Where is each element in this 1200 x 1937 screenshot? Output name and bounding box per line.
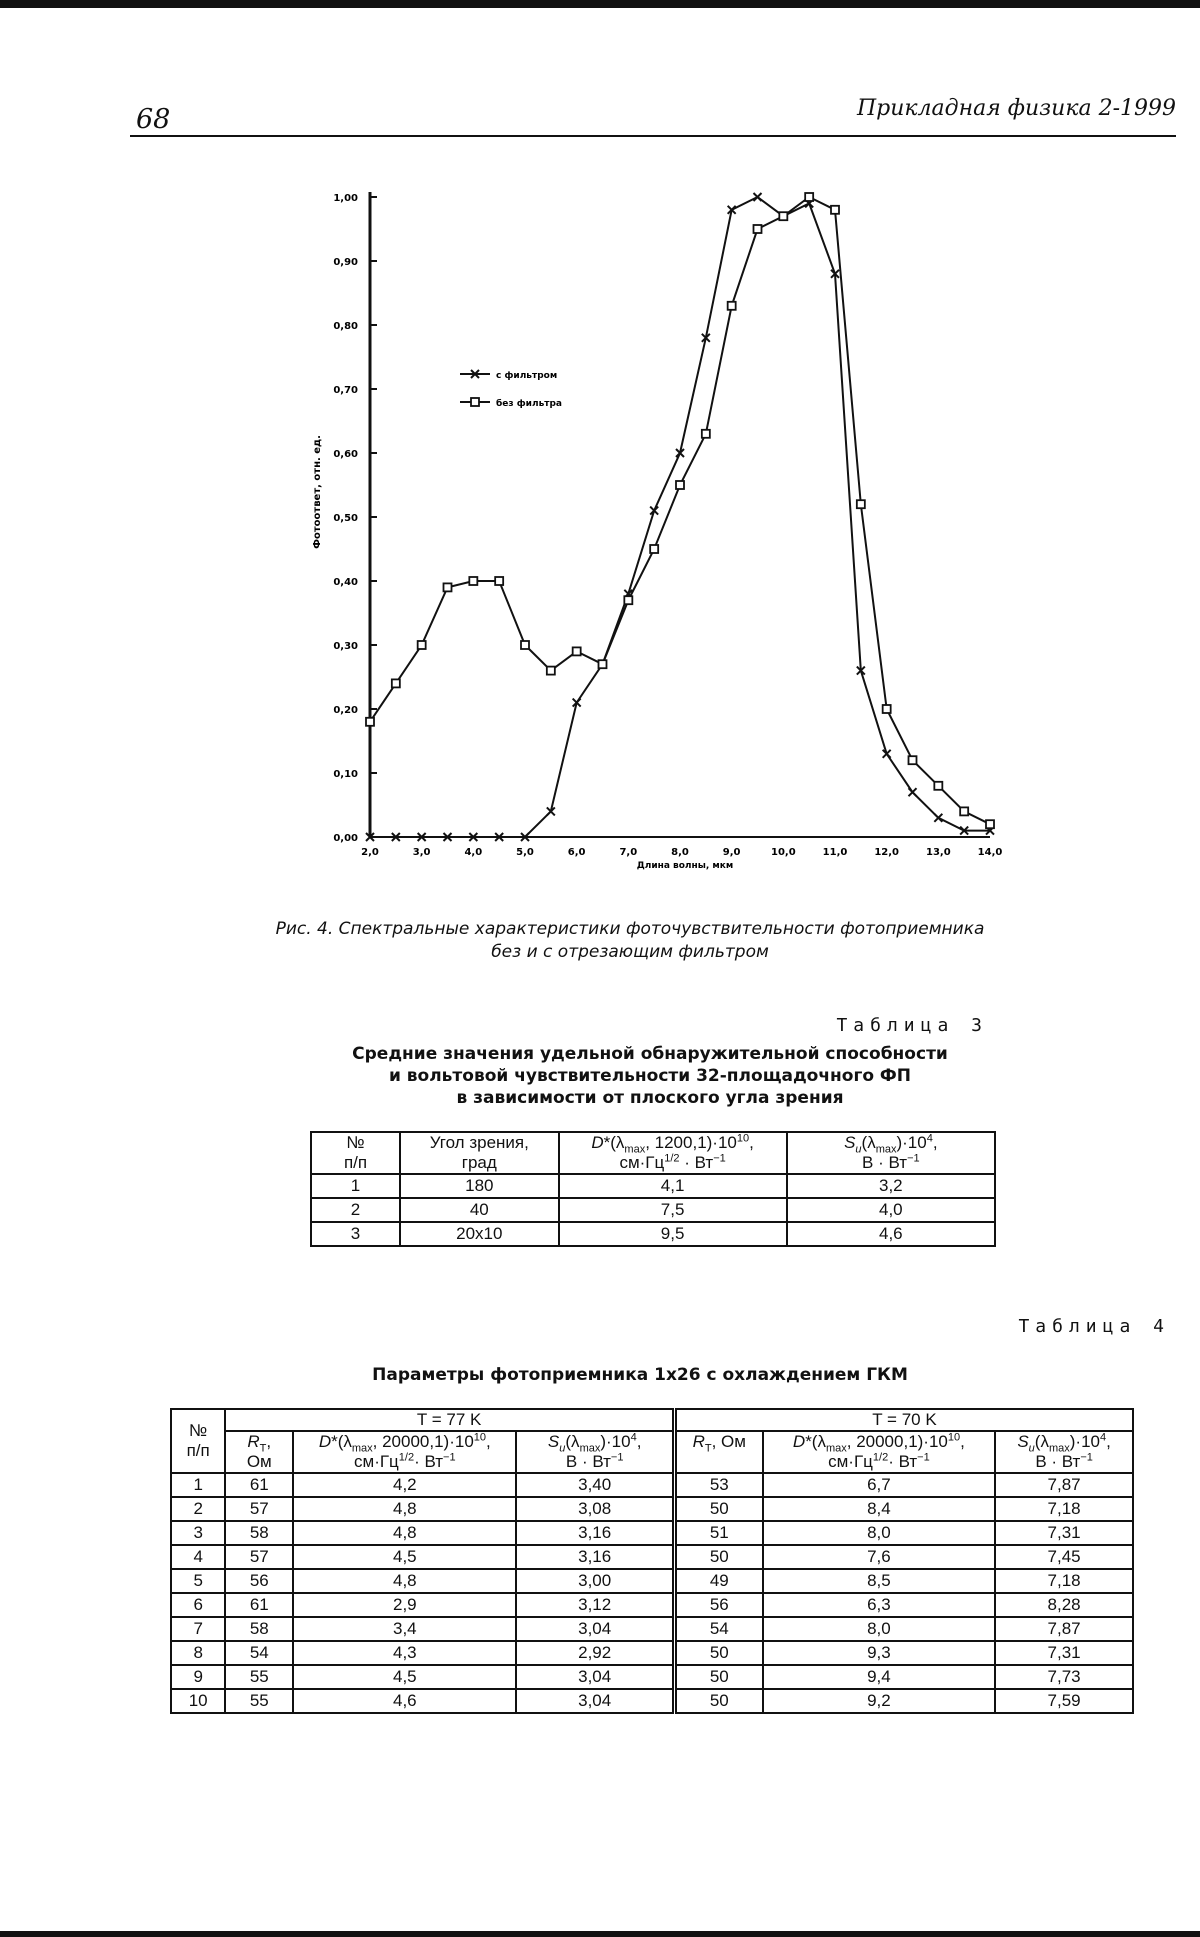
table4-header-row [171, 1431, 1133, 1473]
table3-title-line3: в зависимости от плоского угла зрения [456, 1088, 844, 1108]
y-tick-label: 0,20 [333, 705, 358, 716]
t3-row [311, 1222, 995, 1246]
t3-col-dstar: $D*(\lambda_{max}$, $1200,1)\cdot 10^{10}$, $см\cdot Гц^{1/2} \cdot Вт^{-1}$ [559, 1132, 787, 1174]
t4-cell: 3,16 [516, 1545, 674, 1569]
t3-cell: 4,1 [559, 1174, 787, 1198]
series-line-without-filter [370, 197, 990, 824]
t4-cell: 7,18 [995, 1497, 1133, 1521]
data-point-square-marker [573, 647, 581, 655]
t4-cell: 3,04 [516, 1665, 674, 1689]
t4-cell: 3,04 [516, 1617, 674, 1641]
t4-row [171, 1593, 1133, 1617]
t3-cell: 20x10 [400, 1222, 559, 1246]
t4-row [171, 1569, 1133, 1593]
y-tick-label: 0,70 [333, 385, 358, 396]
t4-cell: 6,7 [763, 1473, 996, 1497]
data-point-square-marker [599, 660, 607, 668]
t4-col-dstar2: $D*(\lambda_{max}$, $20000,1)\cdot 10^{10}$, $см\cdot Гц^{1/2}\cdot Вт^{-1}$ [763, 1431, 996, 1473]
data-point-square-marker [883, 705, 891, 713]
t3-cell: 2 [311, 1198, 400, 1222]
data-point-x-marker [909, 788, 917, 796]
t4-cell: 8,0 [763, 1617, 996, 1641]
data-point-square-marker [495, 577, 503, 585]
data-point-square-marker [418, 641, 426, 649]
data-point-square-marker [857, 500, 865, 508]
t3-cell: 180 [400, 1174, 559, 1198]
t4-cell: 53 [674, 1473, 762, 1497]
t4-row [171, 1641, 1133, 1665]
y-tick-label: 0,10 [333, 769, 358, 780]
y-tick-label: 0,40 [333, 577, 358, 588]
table3-title-line2: и вольтовой чувствительности 32-площадочного ФП [388, 1066, 912, 1086]
t4-cell: 7,59 [995, 1689, 1133, 1713]
t4-cell: 7,6 [763, 1545, 996, 1569]
table4-title: Параметры фотоприемника 1x26 с охлаждением ГКМ [372, 1365, 908, 1385]
t4-cell: 3,4 [293, 1617, 516, 1641]
t4-cell: 54 [674, 1617, 762, 1641]
t4-cell: 7,87 [995, 1617, 1133, 1641]
t4-cell: 2,9 [293, 1593, 516, 1617]
t3-cell: 3 [311, 1222, 400, 1246]
t4-col-rt1: $R_T$, Ом [225, 1431, 293, 1473]
data-point-square-marker [676, 481, 684, 489]
spectral-chart [300, 182, 1020, 882]
t4-cell: 2 [171, 1497, 225, 1521]
table4-label: Таблица 4 [1018, 1316, 1170, 1337]
y-tick-label: 0,90 [333, 257, 358, 268]
data-point-square-marker [728, 302, 736, 310]
x-tick-label: 4,0 [464, 847, 483, 858]
t4-col-num: № п/п [171, 1409, 225, 1473]
legend-marker-square [471, 398, 479, 406]
table4 [170, 1408, 1134, 1714]
y-tick-label: 1,00 [333, 193, 358, 204]
series-line-with-filter [370, 197, 990, 837]
t4-cell: 57 [225, 1545, 293, 1569]
x-tick-label: 8,0 [671, 847, 689, 858]
journal-title: Прикладная физика 2-1999 [856, 96, 1176, 121]
t4-cell: 1 [171, 1473, 225, 1497]
t4-cell: 3,16 [516, 1521, 674, 1545]
t4-cell: 7,45 [995, 1545, 1133, 1569]
data-point-square-marker [986, 820, 994, 828]
data-point-square-marker [624, 596, 632, 604]
t4-cell: 7,73 [995, 1665, 1133, 1689]
x-tick-label: 14,0 [977, 847, 1003, 858]
data-point-square-marker [702, 430, 710, 438]
t3-cell: 4,6 [787, 1222, 995, 1246]
t4-cell: 8,4 [763, 1497, 996, 1521]
t3-cell: 40 [400, 1198, 559, 1222]
t4-row [171, 1689, 1133, 1713]
x-tick-label: 10,0 [770, 847, 796, 858]
t4-cell: 9,3 [763, 1641, 996, 1665]
y-tick-label: 0,60 [333, 449, 358, 460]
t4-row [171, 1665, 1133, 1689]
t4-group-77k: T = 77 K [225, 1409, 674, 1431]
table3-label: Таблица 3 [836, 1015, 988, 1036]
t4-group-70k: T = 70 K [674, 1409, 1133, 1431]
scan-bottom-border [0, 1931, 1200, 1937]
t4-cell: 50 [674, 1545, 762, 1569]
t4-cell: 50 [674, 1665, 762, 1689]
t4-cell: 50 [674, 1689, 762, 1713]
t3-cell: 4,0 [787, 1198, 995, 1222]
x-tick-label: 5,0 [516, 847, 534, 858]
t4-cell: 57 [225, 1497, 293, 1521]
data-point-x-marker [934, 814, 942, 822]
t4-cell: 55 [225, 1665, 293, 1689]
y-tick-label: 0,80 [333, 321, 358, 332]
t3-col-su: $S_u(\lambda_{max})\cdot 10^4$, $В \cdot Вт^{-1}$ [787, 1132, 995, 1174]
t4-row [171, 1617, 1133, 1641]
x-tick-label: 13,0 [925, 847, 951, 858]
t4-cell: 54 [225, 1641, 293, 1665]
t4-cell: 4,5 [293, 1545, 516, 1569]
x-tick-label: 9,0 [722, 847, 741, 858]
t4-cell: 3,40 [516, 1473, 674, 1497]
data-point-x-marker [754, 193, 762, 201]
table3 [310, 1131, 996, 1247]
data-point-square-marker [779, 212, 787, 220]
t4-cell: 9,4 [763, 1665, 996, 1689]
t4-cell: 6 [171, 1593, 225, 1617]
t4-cell: 4,2 [293, 1473, 516, 1497]
data-point-square-marker [469, 577, 477, 585]
t4-cell: 4,5 [293, 1665, 516, 1689]
caption-line-1: Рис. 4. Спектральные характеристики фоточувствительности фотоприемника [275, 919, 985, 939]
x-tick-label: 7,0 [619, 847, 638, 858]
t4-cell: 49 [674, 1569, 762, 1593]
table4-group-row [171, 1409, 1133, 1431]
t4-col-su2: $S_u(\lambda_{max})\cdot 10^4$, $В \cdot Вт^{-1}$ [995, 1431, 1133, 1473]
t4-cell: 61 [225, 1473, 293, 1497]
t4-cell: 50 [674, 1497, 762, 1521]
t4-cell: 4,8 [293, 1521, 516, 1545]
table3-title-line1: Средние значения удельной обнаружительной способности [352, 1044, 948, 1064]
t3-row [311, 1174, 995, 1198]
x-tick-label: 2,0 [361, 847, 379, 858]
t4-cell: 55 [225, 1689, 293, 1713]
t4-cell: 4,8 [293, 1497, 516, 1521]
t3-cell: 7,5 [559, 1198, 787, 1222]
table3-header-row [311, 1132, 995, 1174]
t4-cell: 58 [225, 1521, 293, 1545]
t4-cell: 56 [225, 1569, 293, 1593]
data-point-square-marker [934, 782, 942, 790]
x-axis-label: Длина волны, мкм [636, 861, 734, 871]
figure-caption [130, 918, 1130, 964]
t4-cell: 50 [674, 1641, 762, 1665]
data-point-square-marker [960, 807, 968, 815]
legend-label-without-filter: без фильтра [496, 399, 563, 409]
t4-cell: 2,92 [516, 1641, 674, 1665]
t4-col-dstar1: $D*(\lambda_{max}$, $20000,1)\cdot 10^{10}$, $см\cdot Гц^{1/2}\cdot Вт^{-1}$ [293, 1431, 516, 1473]
data-point-square-marker [392, 679, 400, 687]
table3-body [311, 1174, 995, 1246]
t3-col-num: № п/п [311, 1132, 400, 1174]
t4-cell: 4 [171, 1545, 225, 1569]
t4-cell: 8,5 [763, 1569, 996, 1593]
t3-cell: 9,5 [559, 1222, 787, 1246]
t4-cell: 3,04 [516, 1689, 674, 1713]
data-point-square-marker [366, 718, 374, 726]
data-point-square-marker [754, 225, 762, 233]
x-tick-label: 6,0 [567, 847, 586, 858]
t3-col-angle: Угол зрения, град [400, 1132, 559, 1174]
data-point-square-marker [805, 193, 813, 201]
t4-cell: 4,6 [293, 1689, 516, 1713]
header-rule [130, 135, 1176, 137]
scan-top-border [0, 0, 1200, 8]
t4-cell: 7,87 [995, 1473, 1133, 1497]
t4-cell: 8,0 [763, 1521, 996, 1545]
t4-cell: 5 [171, 1569, 225, 1593]
table4-body [171, 1473, 1133, 1713]
t4-row [171, 1521, 1133, 1545]
data-point-square-marker [547, 667, 555, 675]
t4-cell: 4,8 [293, 1569, 516, 1593]
data-point-square-marker [909, 756, 917, 764]
x-tick-label: 11,0 [822, 847, 848, 858]
t4-cell: 58 [225, 1617, 293, 1641]
t4-cell: 3,12 [516, 1593, 674, 1617]
t4-cell: 56 [674, 1593, 762, 1617]
t4-cell: 9,2 [763, 1689, 996, 1713]
t3-cell: 3,2 [787, 1174, 995, 1198]
t3-row [311, 1198, 995, 1222]
caption-line-2: без и с отрезающим фильтром [491, 942, 769, 962]
y-tick-label: 0,30 [333, 641, 358, 652]
y-tick-label: 0,50 [333, 513, 358, 524]
t4-cell: 3,00 [516, 1569, 674, 1593]
data-point-square-marker [444, 583, 452, 591]
t4-cell: 7,31 [995, 1641, 1133, 1665]
t3-cell: 1 [311, 1174, 400, 1198]
t4-cell: 8 [171, 1641, 225, 1665]
t4-cell: 10 [171, 1689, 225, 1713]
t4-row [171, 1497, 1133, 1521]
t4-row [171, 1473, 1133, 1497]
t4-cell: 3 [171, 1521, 225, 1545]
legend-label-with-filter: с фильтром [496, 371, 558, 381]
page-number: 68 [136, 104, 171, 135]
t4-cell: 7,18 [995, 1569, 1133, 1593]
t4-cell: 7 [171, 1617, 225, 1641]
x-tick-label: 3,0 [412, 847, 431, 858]
data-point-square-marker [650, 545, 658, 553]
data-point-square-marker [831, 206, 839, 214]
t4-cell: 51 [674, 1521, 762, 1545]
t4-col-rt2: $R_T$, Ом [674, 1431, 762, 1473]
y-tick-label: 0,00 [333, 833, 358, 844]
t4-col-su1: $S_u(\lambda_{max})\cdot 10^4$, $В \cdot Вт^{-1}$ [516, 1431, 674, 1473]
table3-title [300, 1043, 1000, 1109]
t4-cell: 61 [225, 1593, 293, 1617]
y-axis-label: Фотоответ, отн. ед. [312, 435, 323, 549]
t4-cell: 8,28 [995, 1593, 1133, 1617]
t4-row [171, 1545, 1133, 1569]
t4-cell: 9 [171, 1665, 225, 1689]
x-tick-label: 12,0 [874, 847, 900, 858]
t4-cell: 6,3 [763, 1593, 996, 1617]
t4-cell: 3,08 [516, 1497, 674, 1521]
data-point-square-marker [521, 641, 529, 649]
t4-cell: 7,31 [995, 1521, 1133, 1545]
t4-cell: 4,3 [293, 1641, 516, 1665]
